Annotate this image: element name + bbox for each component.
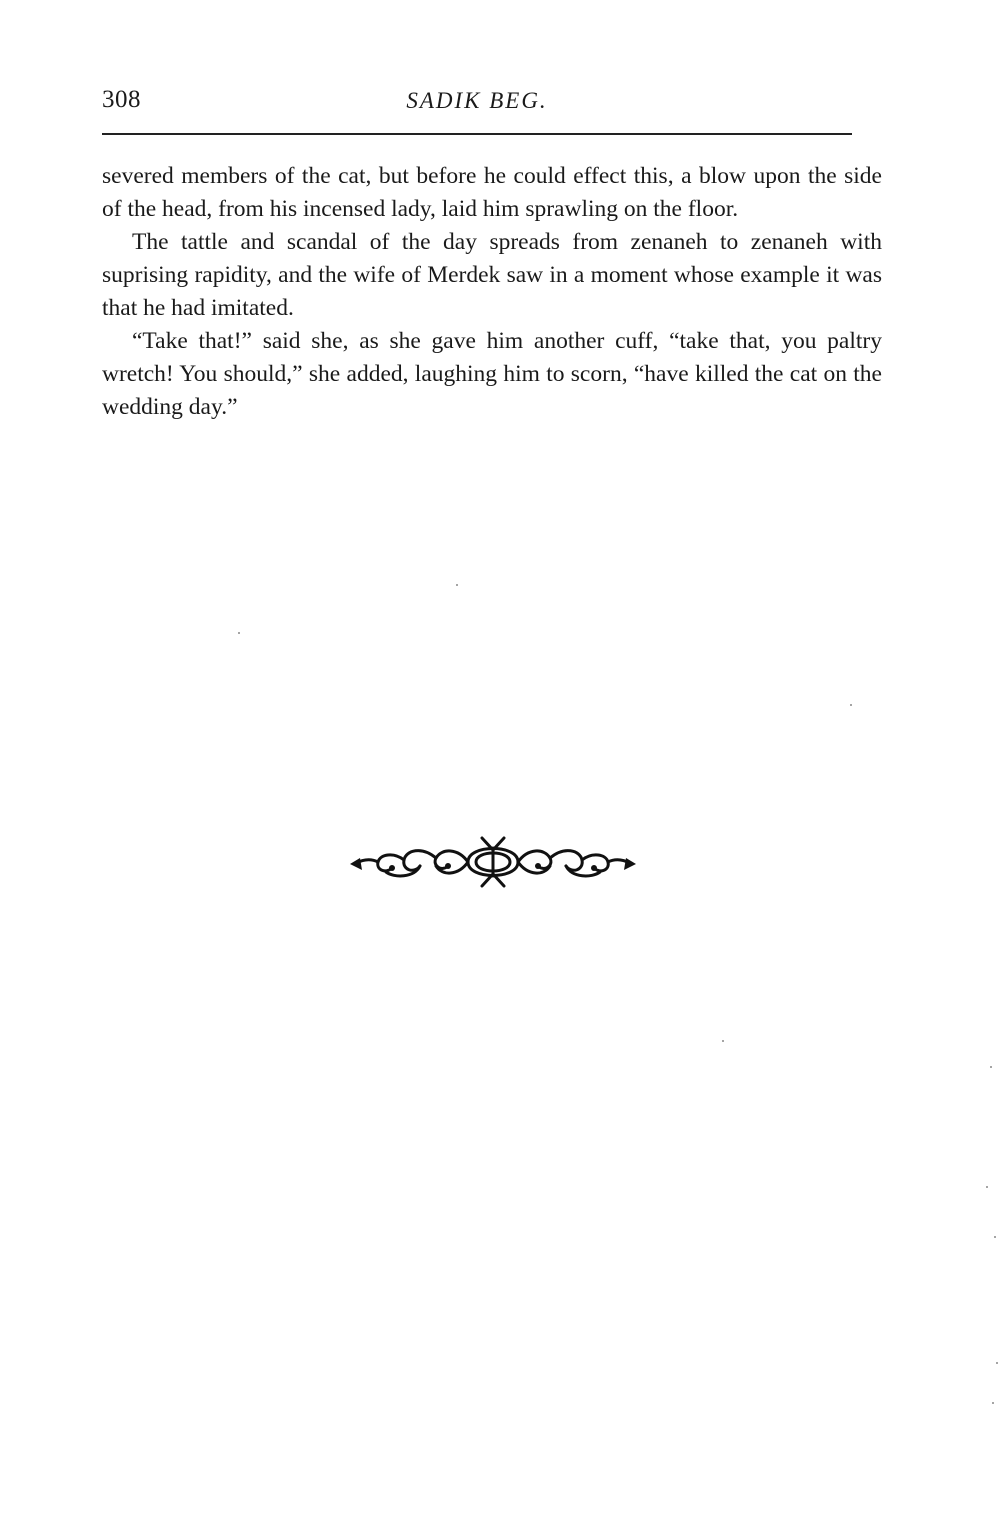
paragraph-2: The tattle and scandal of the day spreads from zenaneh to zenaneh with suprising rapidity, and the wife of Merdek saw in a moment whose example it was that he had imitated. [102, 229, 882, 321]
page-number: 308 [102, 86, 141, 113]
scroll-ornament-icon [350, 830, 636, 894]
paper-speck [850, 704, 852, 706]
paper-speck [456, 584, 458, 586]
paper-speck [722, 1040, 724, 1042]
paper-speck [990, 1066, 992, 1068]
body-text [102, 160, 882, 424]
paper-speck [996, 1362, 998, 1364]
header-rule [102, 133, 852, 135]
paragraph-1: severed members of the cat, but before he could effect this, a blow upon the side of the head, from his incensed lady, laid him sprawling on the floor. [102, 163, 882, 222]
paper-speck [986, 1186, 988, 1188]
paper-speck [992, 1402, 994, 1404]
paper-speck [238, 632, 240, 634]
running-title: SADIK BEG. [406, 88, 548, 113]
running-head [102, 86, 852, 126]
paper-speck [994, 1236, 996, 1238]
paragraph-3: “Take that!” said she, as she gave him another cuff, “take that, you paltry wretch! You should,” she added, laughing him to scorn, “have killed the cat on the wedding day.” [102, 328, 882, 420]
